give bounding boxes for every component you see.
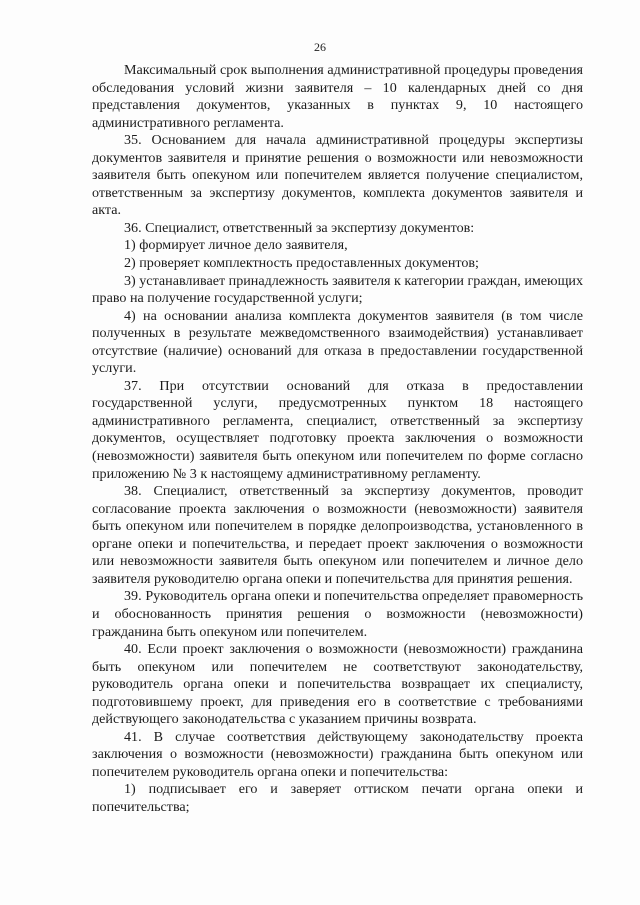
page-number: 26 xyxy=(314,40,326,54)
paragraph-40: 40. Если проект заключения о возможности (невозможности) гражданина быть опекуном или попечителем не соответствуют законодательству, руководитель органа опеки и попечительства возвращает их специалисту, подготовившему проект, для приведения его в соответствие с требованиями действующего законодательства с указанием причины возврата. xyxy=(92,641,583,728)
paragraph-36: 36. Специалист, ответственный за экспертизу документов: xyxy=(124,219,475,236)
list-item-36-2: 2) проверяет комплектность предоставленных документов; xyxy=(124,255,479,272)
paragraph-39: 39. Руководитель органа опеки и попечительства определяет правомерность и обоснованность принятия решения о возможности (невозможности) гражданина быть опекуном или попечителем. xyxy=(92,588,583,640)
paragraph-35: 35. Основанием для начала административной процедуры экспертизы документов заявителя и принятие решения о возможности или невозможности заявителя быть опекуном или попечителем является получение специалистом, ответственным за экспертизу документов, комплекта документов заявителя и акта. xyxy=(92,132,583,219)
paragraph-41: 41. В случае соответствия действующему законодательству проекта заключения о возможности (невозможности) гражданина быть опекуном или попечителем руководитель органа опеки и попечительства: xyxy=(92,728,583,780)
list-item-36-1: 1) формирует личное дело заявителя, xyxy=(124,237,348,254)
paragraph-max-term: Максимальный срок выполнения административной процедуры проведения обследования условий жизни заявителя – 10 календарных дней со дня представления документов, указанных в пунктах 9, 10 настоящего административного регламента. xyxy=(92,62,583,131)
paragraph-38: 38. Специалист, ответственный за экспертизу документов, проводит согласование проекта заключения о возможности (невозможности) заявителя быть опекуном или попечителем в порядке делопроизводства, установленного в органе опеки и попечительства, и передает проект заключения о возможности или невозможности заявителя быть опекуном или попечителем и личное дело заявителя руководителю органа опеки и попечительства для принятия решения. xyxy=(92,483,583,587)
document-body xyxy=(92,62,583,817)
list-item-36-3: 3) устанавливает принадлежность заявителя к категории граждан, имеющих право на получение государственной услуги; xyxy=(92,272,584,307)
list-item-41-1: 1) подписывает его и заверяет оттиском печати органа опеки и попечительства; xyxy=(92,781,583,815)
list-item-36-4: 4) на основании анализа комплекта документов заявителя (в том числе полученных в результате межведомственного взаимодействия) устанавливает отсутствие (наличие) оснований для отказа в предоставлении государственной услуги. xyxy=(92,307,583,377)
paragraph-37: 37. При отсутствии оснований для отказа в предоставлении государственной услуги, предусмотренных пунктом 18 настоящего административного регламента, специалист, ответственный за экспертизу документов, осуществляет подготовку проекта заключения о возможности (невозможности) заявителя быть опекуном или попечителем по форме согласно приложению № 3 к настоящему административному регламенту. xyxy=(92,377,583,482)
